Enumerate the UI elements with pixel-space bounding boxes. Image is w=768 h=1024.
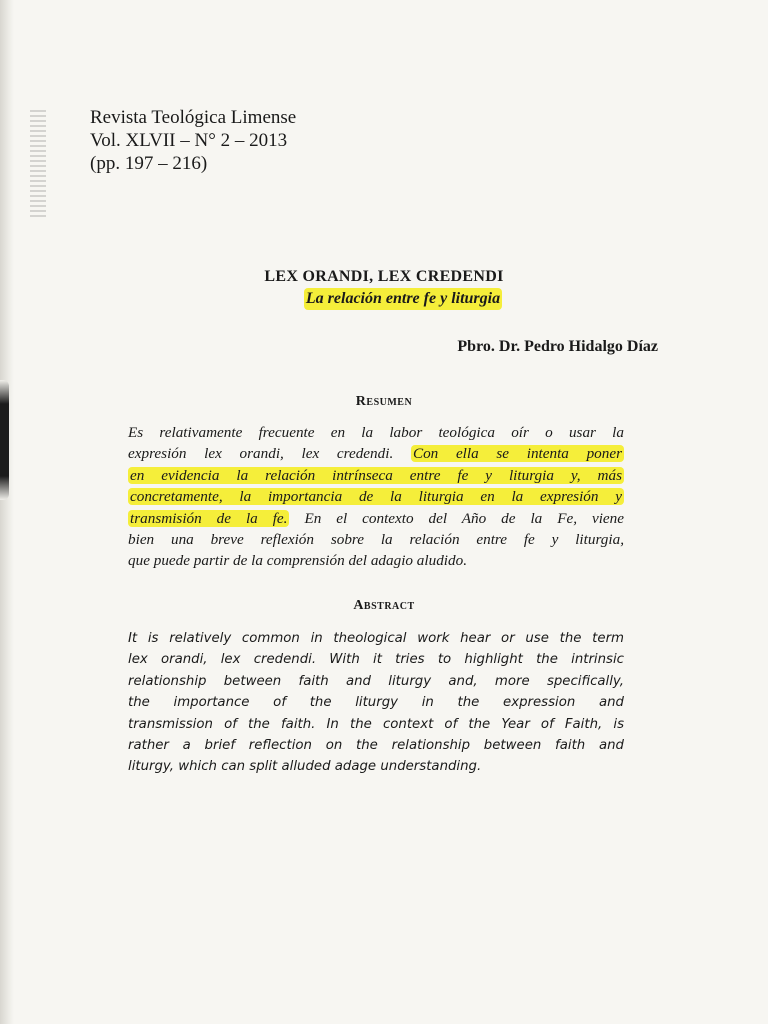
article-title-block xyxy=(0,266,768,310)
resumen-paragraph xyxy=(128,422,624,572)
journal-name: Revista Teológica Limense xyxy=(90,107,297,128)
scan-noise xyxy=(30,110,46,220)
abstract-line: the importance of the liturgy in the expression and xyxy=(128,695,624,711)
abstract-heading: Abstract xyxy=(353,598,415,613)
abstract-line: lex orandi, lex credendi. With it tries to highlight the intrinsic xyxy=(128,652,624,668)
resumen-line: bien una breve reflexión sobre la relación entre fe y liturgia, xyxy=(128,531,624,549)
article-author: Pbro. Dr. Pedro Hidalgo Díaz xyxy=(457,338,658,355)
resumen-line: que puede partir de la comprensión del adagio aludido. xyxy=(128,552,468,570)
resumen-line: concretamente, la importancia de la liturgia en la expresión y xyxy=(130,488,622,506)
abstract-paragraph xyxy=(128,628,624,778)
scan-edge xyxy=(0,0,14,1024)
abstract-line: relationship between faith and liturgy and, more specifically, xyxy=(128,673,624,689)
journal-header xyxy=(90,106,296,175)
resumen-line: en evidencia la relación intrínseca entre fe y liturgia y, más xyxy=(130,466,622,484)
abstract-line: liturgy, which can split alluded adage understanding. xyxy=(128,759,482,775)
resumen-line: expresión lex orandi, lex credendi. Con ella se intenta poner xyxy=(128,445,623,463)
resumen-line: Es relativamente frecuente en la labor teológica oír o usar la xyxy=(128,424,624,441)
abstract-line: transmission of the faith. In the context of the Year of Faith, is xyxy=(128,716,624,732)
article-title: LEX ORANDI, LEX CREDENDI xyxy=(264,268,504,285)
abstract-line: It is relatively common in theological work hear or use the term xyxy=(128,631,624,646)
article-subtitle: La relación entre fe y liturgia xyxy=(304,288,502,310)
journal-volume: Vol. XLVII – N° 2 – 2013 xyxy=(90,130,288,151)
abstract-line: rather a brief reflection on the relationship between faith and xyxy=(128,738,624,754)
resumen-heading: Resumen xyxy=(355,394,413,409)
journal-pages: (pp. 197 – 216) xyxy=(90,153,208,174)
resumen-line: transmisión de la fe. En el contexto del Año de la Fe, viene xyxy=(130,509,625,527)
